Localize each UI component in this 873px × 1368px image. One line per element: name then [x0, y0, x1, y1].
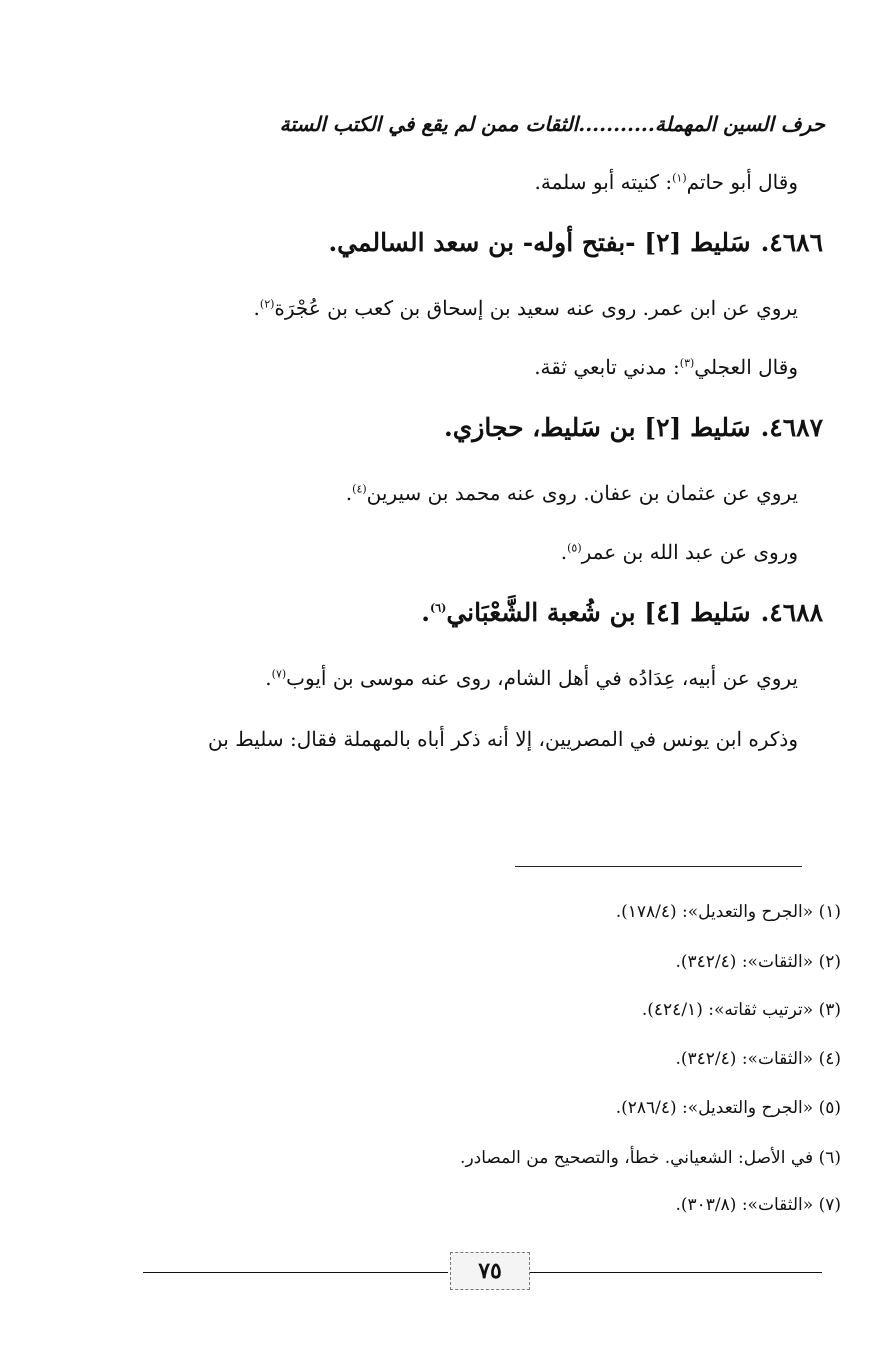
footnote-5: (٥) «الجرح والتعديل»: (٢٨٦/٤).	[615, 1098, 841, 1118]
entry-number: ٤٦٨٧.	[760, 413, 823, 442]
footnote-ref[interactable]: (٢)	[259, 297, 275, 311]
footnote-7: (٧) «الثقات»: (٣٠٣/٨).	[675, 1195, 841, 1215]
footnote-ref[interactable]: (١)	[672, 171, 687, 185]
header-chapter: حرف السين المهملة	[654, 112, 825, 136]
header-book-title: ...الثقات ممن لم يقع في الكتب الستة	[279, 112, 600, 136]
body-line-5: وروى عن عبد الله بن عمر$^{(٥)}$.	[560, 540, 798, 564]
body-line-1: وقال أبو حاتم$^{(١)}$: كنيته أبو سلمة.	[534, 170, 798, 194]
footer-rule-right	[530, 1272, 822, 1273]
entry-heading-4686	[328, 228, 823, 257]
body-line-4: يروي عن عثمان بن عفان. روى عنه محمد بن سيرين$^{(٤)}$.	[345, 481, 798, 505]
footer-rule-left	[143, 1272, 448, 1273]
entry-title: سَليط [٤] بن شُعبة الشَّعْبَاني	[446, 598, 751, 627]
footnote-ref[interactable]: (٥)	[567, 541, 582, 555]
page-number: ٧٥	[450, 1252, 530, 1290]
running-header	[160, 112, 825, 136]
footnote-ref[interactable]: (٦)	[429, 601, 447, 615]
body-line-2: يروي عن ابن عمر. روى عنه سعيد بن إسحاق بن كعب بن عُجْرَة$^{(٢)}$.	[253, 296, 798, 320]
body-line-6: يروي عن أبيه، عِدَادُه في أهل الشام، روى عنه موسى بن أيوب$^{(٧)}$.	[265, 666, 798, 690]
entry-title: سَليط [٢] -بفتح أوله- بن سعد السالمي.	[328, 228, 751, 257]
footnote-ref[interactable]: (٣)	[679, 356, 695, 370]
footnote-3: (٣) «ترتيب ثقاته»: (٤٢٤/١).	[641, 1000, 841, 1020]
footnote-separator	[515, 866, 802, 867]
body-line-3: وقال العجلي$^{(٣)}$: مدني تابعي ثقة.	[534, 355, 798, 379]
header-dots: ........	[599, 112, 655, 136]
footnote-6: (٦) في الأصل: الشعياني. خطأ، والتصحيح من المصادر.	[460, 1148, 841, 1168]
entry-number: ٤٦٨٦.	[760, 228, 823, 257]
entry-number: ٤٦٨٨.	[760, 598, 823, 627]
entry-heading-4688: ٤٦٨٨.سَليط [٤] بن شُعبة الشَّعْبَاني$^{(٦)}$.	[421, 598, 823, 627]
footnote-1: (١) «الجرح والتعديل»: (١٧٨/٤).	[615, 902, 841, 922]
entry-title: سَليط [٢] بن سَليط، حجازي.	[444, 413, 751, 442]
footnote-ref[interactable]: (٤)	[352, 482, 367, 496]
footnote-ref[interactable]: (٧)	[271, 667, 287, 681]
entry-heading-4687	[444, 413, 823, 442]
footnote-2: (٢) «الثقات»: (٣٤٢/٤).	[675, 952, 841, 972]
body-line-7: وذكره ابن يونس في المصريين، إلا أنه ذكر أباه بالمهملة فقال: سليط بن	[208, 727, 798, 751]
footnote-4: (٤) «الثقات»: (٣٤٢/٤).	[675, 1049, 841, 1069]
